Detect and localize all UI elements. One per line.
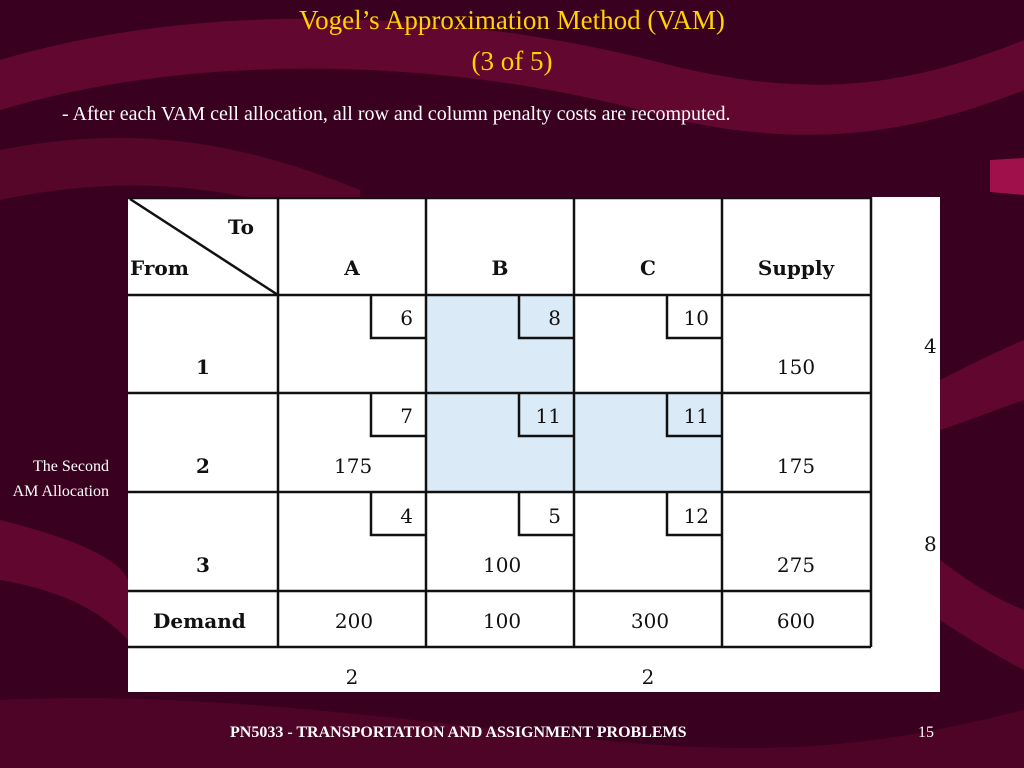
slide-footer: PN5033 - TRANSPORTATION AND ASSIGNMENT PROBLEMS bbox=[230, 724, 687, 741]
row-penalty-3: 8 bbox=[924, 532, 937, 556]
cost-1C: 10 bbox=[683, 306, 709, 330]
page-number: 15 bbox=[918, 724, 934, 741]
cost-3C: 12 bbox=[683, 504, 709, 528]
cost-3B: 5 bbox=[548, 504, 561, 528]
supply-1: 150 bbox=[776, 355, 816, 379]
header-to: To bbox=[228, 215, 254, 239]
column-header-c: C bbox=[640, 256, 656, 280]
supply-3: 275 bbox=[776, 553, 816, 577]
slide-title: Vogel’s Approximation Method (VAM) bbox=[299, 5, 725, 35]
column-penalty-a: 2 bbox=[345, 665, 359, 689]
row-penalty-1: 4 bbox=[924, 334, 937, 358]
demand-a: 200 bbox=[334, 609, 374, 633]
side-label-line2: AM Allocation bbox=[12, 483, 109, 500]
allocation-2A: 175 bbox=[334, 454, 373, 478]
cost-1A: 6 bbox=[400, 306, 413, 330]
row-label-2: 2 bbox=[196, 454, 210, 478]
transportation-table bbox=[128, 197, 940, 692]
row-label-1: 1 bbox=[196, 355, 210, 379]
total-quantity: 600 bbox=[776, 609, 816, 633]
side-label-line1: The Second bbox=[33, 458, 109, 475]
slide-subtitle: (3 of 5) bbox=[471, 46, 553, 76]
cost-3A: 4 bbox=[400, 504, 413, 528]
supply-header: Supply bbox=[757, 256, 835, 280]
header-from: From bbox=[130, 256, 189, 280]
column-header-b: B bbox=[491, 256, 509, 280]
demand-label: Demand bbox=[153, 609, 246, 633]
supply-2: 175 bbox=[776, 454, 816, 478]
allocation-3B: 100 bbox=[483, 553, 522, 577]
demand-c: 300 bbox=[630, 609, 670, 633]
column-penalty-c: 2 bbox=[641, 665, 655, 689]
row-label-3: 3 bbox=[196, 553, 210, 577]
cost-2A: 7 bbox=[400, 404, 413, 428]
cost-1B: 8 bbox=[548, 306, 561, 330]
demand-b: 100 bbox=[482, 609, 522, 633]
cost-2B: 11 bbox=[535, 404, 561, 428]
cost-2C: 11 bbox=[683, 404, 709, 428]
bullet-text: - After each VAM cell allocation, all row and column penalty costs are recomputed. bbox=[62, 103, 731, 125]
column-header-a: A bbox=[344, 256, 360, 280]
